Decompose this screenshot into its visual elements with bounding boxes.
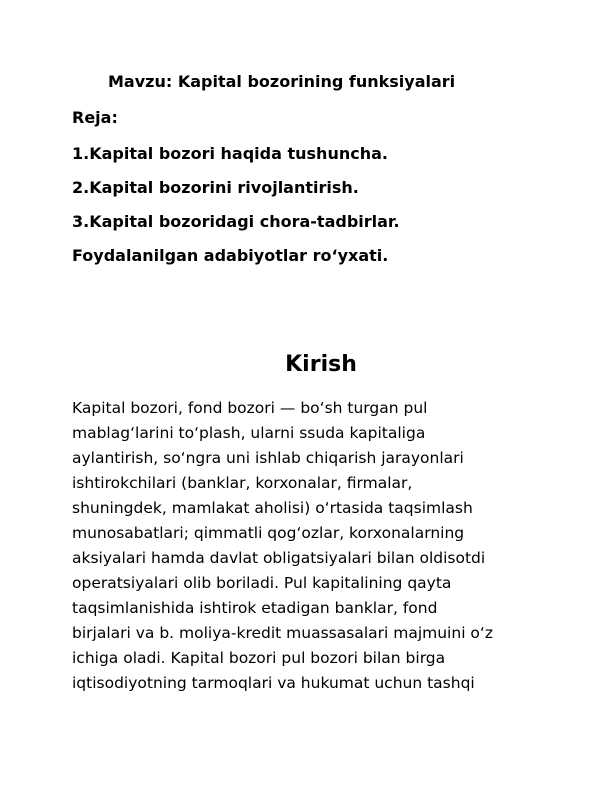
paragraph-line: birjalari va b. moliya-kredit muassasalari majmuini o‘z xyxy=(72,624,493,642)
intro-paragraph xyxy=(72,396,552,696)
paragraph-line: Kapital bozori, fond bozori — bo‘sh turgan pul xyxy=(72,399,428,417)
plan-item: 1.Kapital bozori haqida tushuncha. xyxy=(72,144,388,163)
paragraph-line: ishtirokchilari (banklar, korxonalar, firmalar, xyxy=(72,474,413,492)
plan-title: Reja: xyxy=(72,108,118,127)
paragraph-line: shuningdek, mamlakat aholisi) o‘rtasida taqsimlash xyxy=(72,499,473,517)
plan-item: 2.Kapital bozorini rivojlantirish. xyxy=(72,178,359,197)
paragraph-line: iqtisodiyotning tarmoqlari va hukumat uchun tashqi xyxy=(72,674,475,692)
paragraph-line: aylantirish, so‘ngra uni ishlab chiqarish jarayonlari xyxy=(72,449,464,467)
intro-heading: Kirish xyxy=(285,352,357,377)
paragraph-line: operatsiyalari olib boriladi. Pul kapitalining qayta xyxy=(72,574,452,592)
plan-list xyxy=(72,144,400,280)
paragraph-line: aksiyalari hamda davlat obligatsiyalari bilan oldisotdi xyxy=(72,549,486,567)
plan-item: 3.Kapital bozoridagi chora-tadbirlar. xyxy=(72,212,400,231)
paragraph-line: munosabatlari; qimmatli qog‘ozlar, korxonalarning xyxy=(72,524,465,542)
topic-title: Mavzu: Kapital bozorining funksiyalari xyxy=(108,72,456,91)
paragraph-line: taqsimlanishida ishtirok etadigan banklar, fond xyxy=(72,599,438,617)
plan-item: Foydalanilgan adabiyotlar ro‘yxati. xyxy=(72,246,389,265)
paragraph-line: mablag‘larini to‘plash, ularni ssuda kapitaliga xyxy=(72,424,426,442)
paragraph-line: ichiga oladi. Kapital bozori pul bozori bilan birga xyxy=(72,649,446,667)
